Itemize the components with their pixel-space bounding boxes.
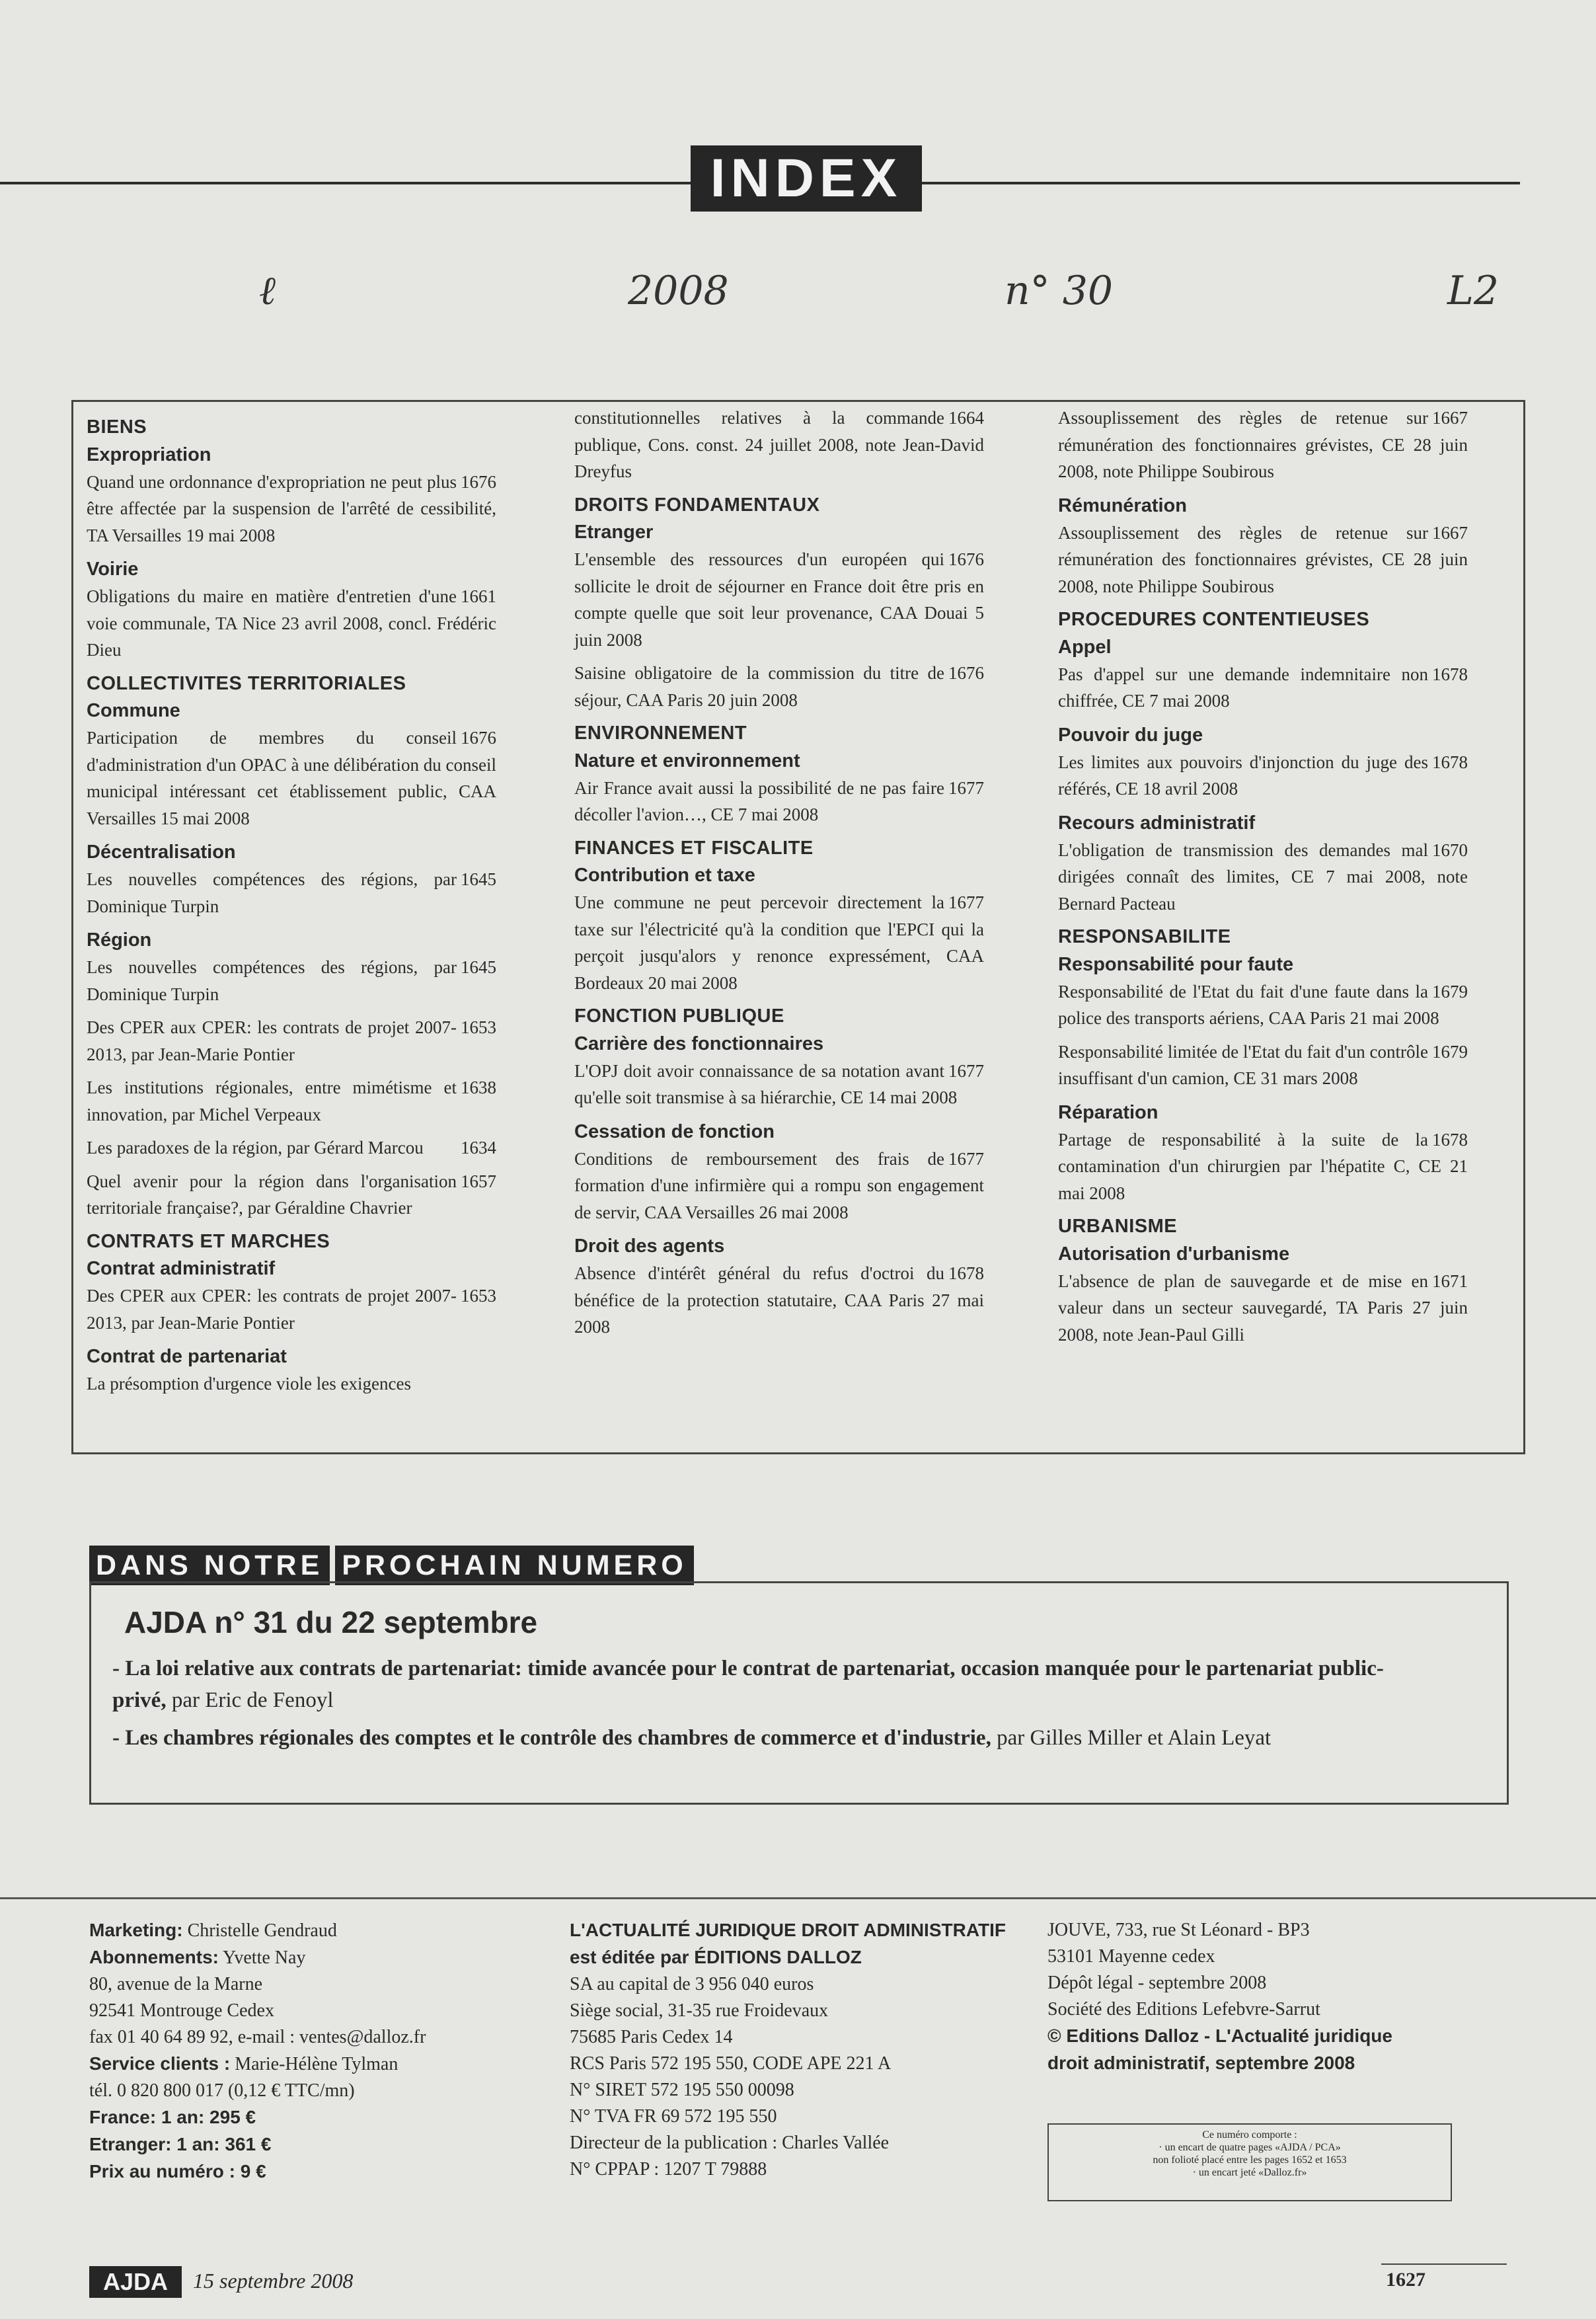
handwritten-note-2: 2008 (628, 268, 729, 314)
category-heading: FONCTION PUBLIQUE (574, 1005, 784, 1027)
entry-text: Quel avenir pour la région dans l'organisation territoriale française?, par Géraldine Chavrier (87, 1171, 457, 1218)
category-heading: CONTRATS ET MARCHES (87, 1230, 330, 1252)
entry-page-number: 1670 (1432, 840, 1468, 860)
index-entry (574, 1260, 984, 1341)
footer-line-label: France: 1 an: 295 € (89, 2107, 256, 2127)
index-title: INDEX (691, 145, 922, 212)
footer-line (570, 2130, 1045, 2156)
category-heading: BIENS (87, 416, 147, 438)
category-heading: URBANISME (1058, 1216, 1178, 1237)
index-entry (574, 1146, 984, 1226)
footer-line-label: Prix au numéro : 9 € (89, 2161, 266, 2181)
entry-text: Air France avait aussi la possibilité de ne pas faire décoller l'avion…, CE 7 mai 2008 (574, 777, 944, 824)
entry-page-number: 1634 (461, 1138, 496, 1158)
category-heading: PROCEDURES CONTENTIEUSES (1058, 609, 1370, 630)
entry-page-number: 1678 (1432, 752, 1468, 772)
index-entry (1058, 837, 1468, 918)
category-heading: COLLECTIVITES TERRITORIALES (87, 672, 406, 694)
entry-text: Quand une ordonnance d'expropriation ne peut plus être affectée par la suspension de l'arrêté de cessibilité, TA Versailles 19 mai 2008 (87, 471, 496, 545)
entry-text: constitutionnelles relatives à la commande publique, Cons. const. 24 juillet 2008, note Jean-David Dreyfus (574, 408, 984, 481)
subcategory-heading: Recours administratif (1058, 812, 1256, 834)
footer-publisher (570, 1917, 1045, 2183)
index-entry (87, 583, 496, 664)
index-entry (87, 1134, 496, 1161)
entry-page-number: 1661 (461, 586, 496, 606)
footer-line (89, 2131, 552, 2158)
index-entry (87, 725, 496, 832)
subcategory-heading: Pouvoir du juge (1058, 724, 1203, 746)
footer-printer (1047, 1917, 1510, 2077)
entry-text: Pas d'appel sur une demande indemnitaire non chiffrée, CE 7 mai 2008 (1058, 664, 1428, 711)
index-entry (87, 1370, 496, 1397)
footer-line-text: Christelle Gendraud (182, 1920, 337, 1941)
entry-page-number: 1645 (461, 957, 496, 977)
issue-date: 15 septembre 2008 (193, 2269, 354, 2293)
footer-line (1047, 2050, 1510, 2077)
footer-line (570, 2103, 1045, 2130)
footer-line-text: N° CPPAP : 1207 T 79888 (570, 2159, 767, 2180)
entry-page-number: 1679 (1432, 981, 1468, 1002)
entry-page-number: 1671 (1432, 1271, 1468, 1291)
next-issue-item-author: par Gilles Miller et Alain Leyat (991, 1726, 1272, 1750)
entry-text: Partage de responsabilité à la suite de la contamination d'un chirurgien par l'hépatite C, CE 21 mai 2008 (1058, 1129, 1468, 1203)
index-entry (574, 1058, 984, 1111)
footer-line (570, 2077, 1045, 2103)
entry-page-number: 1678 (1432, 1129, 1468, 1150)
footer-line-text: tél. 0 820 800 017 (0,12 € TTC/mn) (89, 2080, 355, 2101)
footer-line-text: Yvette Nay (219, 1947, 306, 1968)
subcategory-heading: Appel (1058, 636, 1112, 658)
entry-text: Les paradoxes de la région, par Gérard Marcou (87, 1138, 424, 1158)
entry-text: Conditions de remboursement des frais de formation d'une infirmière qui a rompu son engagement de servir, CAA Versailles 26 mai 2008 (574, 1148, 984, 1222)
next-issue-item-author: par Eric de Fenoyl (166, 1688, 334, 1712)
insert-line: · un encart jeté «Dalloz.fr» (1192, 2167, 1307, 2178)
subcategory-heading: Etranger (574, 522, 654, 543)
footer-line (1047, 1996, 1510, 2023)
index-entry (87, 1282, 496, 1336)
index-entry (87, 866, 496, 920)
footer-line-text: fax 01 40 64 89 92, e-mail : ventes@dalloz.fr (89, 2027, 426, 2047)
footer-line (89, 1917, 552, 1944)
entry-page-number: 1667 (1432, 408, 1468, 428)
footer-line-text: N° TVA FR 69 572 195 550 (570, 2106, 777, 2127)
footer-line (89, 2051, 552, 2078)
entry-text: L'obligation de transmission des demandes mal dirigées connaît des limites, CE 7 mai 2008, note Bernard Pacteau (1058, 840, 1468, 914)
subcategory-heading: Droit des agents (574, 1236, 725, 1257)
handwritten-note-4: L2 (1447, 268, 1500, 314)
entry-page-number: 1678 (948, 1263, 984, 1283)
footer-line (570, 2051, 1045, 2077)
handwritten-note-1: ℓ (259, 268, 276, 314)
entry-text: Responsabilité limitée de l'Etat du fait d'un contrôle insuffisant d'un camion, CE 31 mars 2008 (1058, 1041, 1428, 1088)
footer-line-text: RCS Paris 572 195 550, CODE APE 221 A (570, 2053, 892, 2074)
category-heading: DROITS FONDAMENTAUX (574, 494, 820, 516)
footer-line (89, 2024, 552, 2051)
entry-page-number: 1657 (461, 1171, 496, 1191)
category-heading: FINANCES ET FISCALITE (574, 837, 814, 859)
entry-page-number: 1677 (948, 1148, 984, 1169)
index-column-1 (87, 407, 496, 1404)
footer-line-text: 92541 Montrouge Cedex (89, 2000, 274, 2021)
entry-page-number: 1653 (461, 1017, 496, 1037)
subcategory-heading: Carrière des fonctionnaires (574, 1033, 824, 1054)
next-issue-item (112, 1722, 1408, 1754)
entry-text: La présomption d'urgence viole les exigences (87, 1374, 411, 1394)
footer-line (1047, 2023, 1510, 2050)
entry-text: Saisine obligatoire de la commission du titre de séjour, CAA Paris 20 juin 2008 (574, 663, 944, 710)
next-issue-label-1: DANS NOTRE (89, 1546, 330, 1585)
entry-page-number: 1653 (461, 1286, 496, 1306)
entry-page-number: 1678 (1432, 664, 1468, 684)
subcategory-heading: Décentralisation (87, 842, 236, 863)
index-box (71, 400, 1525, 1454)
subcategory-heading: Réparation (1058, 1101, 1159, 1123)
subcategory-heading: Contribution et taxe (574, 865, 755, 886)
footer-line (89, 1998, 552, 2024)
index-entry (1058, 749, 1468, 803)
entry-text: Une commune ne peut percevoir directement la taxe sur l'électricité qu'à la condition que l'EPCI qui la perçoit jusqu'alors y renonce expressément, CAA Bordeaux 20 mai 2008 (574, 892, 984, 993)
footer-line-text: 75685 Paris Cedex 14 (570, 2027, 733, 2047)
entry-page-number: 1676 (461, 728, 496, 748)
next-issue-box (89, 1581, 1509, 1805)
next-issue-banner (89, 1546, 694, 1585)
index-entry (87, 1074, 496, 1128)
footer-line-label: © Editions Dalloz - L'Actualité juridique (1047, 2025, 1392, 2046)
entry-page-number: 1677 (948, 892, 984, 912)
footer-line (570, 2024, 1045, 2051)
index-entry (87, 1168, 496, 1222)
footer-line (89, 2104, 552, 2131)
footer-line-label: Service clients : (89, 2053, 231, 2074)
index-entry (574, 660, 984, 713)
footer-rule (0, 1897, 1596, 1899)
footer-line-text: Siège social, 31-35 rue Froidevaux (570, 2000, 829, 2021)
index-entry (574, 405, 984, 485)
entry-text: L'ensemble des ressources d'un européen qui sollicite le droit de séjourner en France doit être pris en compte quelle que soit leur provenance, CAA Douai 5 juin 2008 (574, 549, 984, 650)
index-entry (1058, 1268, 1468, 1349)
footer-line-text: Directeur de la publication : Charles Vallée (570, 2133, 890, 2153)
category-heading: RESPONSABILITE (1058, 926, 1231, 947)
entry-text: Obligations du maire en matière d'entretien d'une voie communale, TA Nice 23 avril 2008, concl. Frédéric Dieu (87, 586, 496, 660)
index-entry (87, 1014, 496, 1068)
entry-text: Absence d'intérêt général du refus d'octroi du bénéfice de la protection statutaire, CAA Paris 27 mai 2008 (574, 1263, 984, 1337)
footer-line-label: Etranger: 1 an: 361 € (89, 2134, 272, 2154)
subcategory-heading: Contrat administratif (87, 1258, 276, 1279)
footer-line (570, 2156, 1045, 2183)
entry-text: Participation de membres du conseil d'administration d'un OPAC à une délibération du conseil municipal intéressant cet établissement public, CAA Versailles 15 mai 2008 (87, 728, 496, 828)
footer-line-text: 80, avenue de la Marne (89, 1974, 262, 1994)
footer-line (570, 1944, 1045, 1971)
entry-page-number: 1676 (948, 663, 984, 683)
entry-page-number: 1676 (948, 549, 984, 569)
index-entry (1058, 520, 1468, 600)
entry-page-number: 1638 (461, 1078, 496, 1097)
index-entry (574, 546, 984, 653)
entry-text: Les institutions régionales, entre mimétisme et innovation, par Michel Verpeaux (87, 1078, 457, 1124)
entry-text: Les nouvelles compétences des régions, par Dominique Turpin (87, 957, 457, 1004)
subcategory-heading: Voirie (87, 559, 139, 580)
entry-text: L'OPJ doit avoir connaissance de sa notation avant qu'elle soit transmise à sa hiérarchie, CE 14 mai 2008 (574, 1060, 958, 1107)
footer-line-text: 53101 Mayenne cedex (1047, 1946, 1215, 1967)
footer-line (89, 1944, 552, 1971)
page-number-rule (1381, 2263, 1507, 2265)
footer-contacts (89, 1917, 552, 2185)
footer-line-text: Société des Editions Lefebvre-Sarrut (1047, 1999, 1320, 2020)
subcategory-heading: Autorisation d'urbanisme (1058, 1243, 1290, 1265)
entry-page-number: 1677 (948, 1060, 984, 1081)
entry-text: Des CPER aux CPER: les contrats de projet 2007-2013, par Jean-Marie Pontier (87, 1286, 457, 1333)
entry-page-number: 1676 (461, 471, 496, 492)
subcategory-heading: Responsabilité pour faute (1058, 953, 1294, 975)
footer-line-text: N° SIRET 572 195 550 00098 (570, 2080, 794, 2100)
insert-line: non folioté placé entre les pages 1652 et 1653 (1153, 2154, 1347, 2166)
footer-line-text: SA au capital de 3 956 040 euros (570, 1974, 814, 1994)
subcategory-heading: Rémunération (1058, 494, 1187, 516)
subcategory-heading: Cessation de fonction (574, 1120, 775, 1142)
subcategory-heading: Région (87, 929, 152, 951)
footer-line (1047, 1970, 1510, 1996)
footer-line (570, 1998, 1045, 2024)
entry-text: Responsabilité de l'Etat du fait d'une faute dans la police des transports aériens, CAA Paris 21 mai 2008 (1058, 981, 1439, 1028)
index-column-2 (574, 405, 984, 1347)
entry-page-number: 1667 (1432, 522, 1468, 543)
entry-text: Assouplissement des règles de retenue sur rémunération des fonctionnaires grévistes, CE 28 juin 2008, note Philippe Soubirous (1058, 408, 1468, 481)
next-issue-item-title: - Les chambres régionales des comptes et le contrôle des chambres de commerce et d'industrie, (112, 1726, 991, 1750)
next-issue-label-2: PROCHAIN NUMERO (335, 1546, 693, 1585)
footer-line (1047, 1917, 1510, 1944)
entry-text: Les nouvelles compétences des régions, par Dominique Turpin (87, 869, 457, 916)
footer-line-text: JOUVE, 733, rue St Léonard - BP3 (1047, 1920, 1310, 1940)
index-entry (1058, 405, 1468, 485)
entry-page-number: 1679 (1432, 1041, 1468, 1062)
subcategory-heading: Expropriation (87, 444, 211, 465)
footer-line-text: Marie-Hélène Tylman (230, 2054, 399, 2074)
page-number: 1627 (1386, 2269, 1425, 2291)
subcategory-heading: Commune (87, 700, 180, 721)
subcategory-heading: Contrat de partenariat (87, 1346, 287, 1367)
footer-line-label: Abonnements: (89, 1947, 219, 1967)
entry-text: Les limites aux pouvoirs d'injonction du juge des référés, CE 18 avril 2008 (1058, 752, 1428, 799)
footer-line-label: L'ACTUALITÉ JURIDIQUE DROIT ADMINISTRATIF (570, 1920, 1006, 1940)
footer-line-label: droit administratif, septembre 2008 (1047, 2053, 1355, 2073)
footer-line (89, 2078, 552, 2104)
index-entry (87, 954, 496, 1007)
footer-line (89, 1971, 552, 1998)
entry-page-number: 1677 (948, 777, 984, 798)
next-issue-item (112, 1653, 1408, 1716)
index-entry (1058, 978, 1468, 1032)
footer-line-text: Dépôt légal - septembre 2008 (1047, 1973, 1267, 1993)
footer-line (89, 2158, 552, 2185)
footer-line (570, 1917, 1045, 1944)
index-entry (87, 469, 496, 549)
entry-text: Des CPER aux CPER: les contrats de projet 2007-2013, par Jean-Marie Pontier (87, 1017, 457, 1064)
index-entry (574, 889, 984, 996)
footer-line (570, 1971, 1045, 1998)
handwritten-note-3: n° 30 (1005, 268, 1114, 314)
ajda-logo: AJDA (89, 2266, 182, 2298)
next-issue-title: AJDA n° 31 du 22 septembre (124, 1605, 538, 1639)
footer-line-label: est éditée par ÉDITIONS DALLOZ (570, 1947, 862, 1967)
entry-page-number: 1664 (948, 408, 984, 428)
footer-line (1047, 1944, 1510, 1970)
entry-text: Assouplissement des règles de retenue sur rémunération des fonctionnaires grévistes, CE 28 juin 2008, note Philippe Soubirous (1058, 522, 1468, 596)
insert-notice (1047, 2123, 1452, 2201)
index-column-3 (1058, 405, 1468, 1355)
next-issue-item-title: - La loi relative aux contrats de partenariat: timide avancée pour le contrat de partenariat, occasion manquée pour le partenariat public-privé, (112, 1657, 1384, 1712)
insert-line: Ce numéro comporte : (1202, 2129, 1297, 2141)
index-entry (1058, 1126, 1468, 1207)
insert-line: · un encart de quatre pages «AJDA / PCA» (1159, 2142, 1341, 2153)
footer-line-label: Marketing: (89, 1920, 183, 1940)
index-entry (1058, 1039, 1468, 1092)
index-entry (574, 775, 984, 828)
entry-page-number: 1645 (461, 869, 496, 889)
entry-text: L'absence de plan de sauvegarde et de mise en valeur dans un secteur sauvegardé, TA Paris 27 juin 2008, note Jean-Paul Gilli (1058, 1271, 1468, 1345)
index-entry (1058, 661, 1468, 715)
subcategory-heading: Nature et environnement (574, 750, 800, 771)
category-heading: ENVIRONNEMENT (574, 723, 747, 744)
